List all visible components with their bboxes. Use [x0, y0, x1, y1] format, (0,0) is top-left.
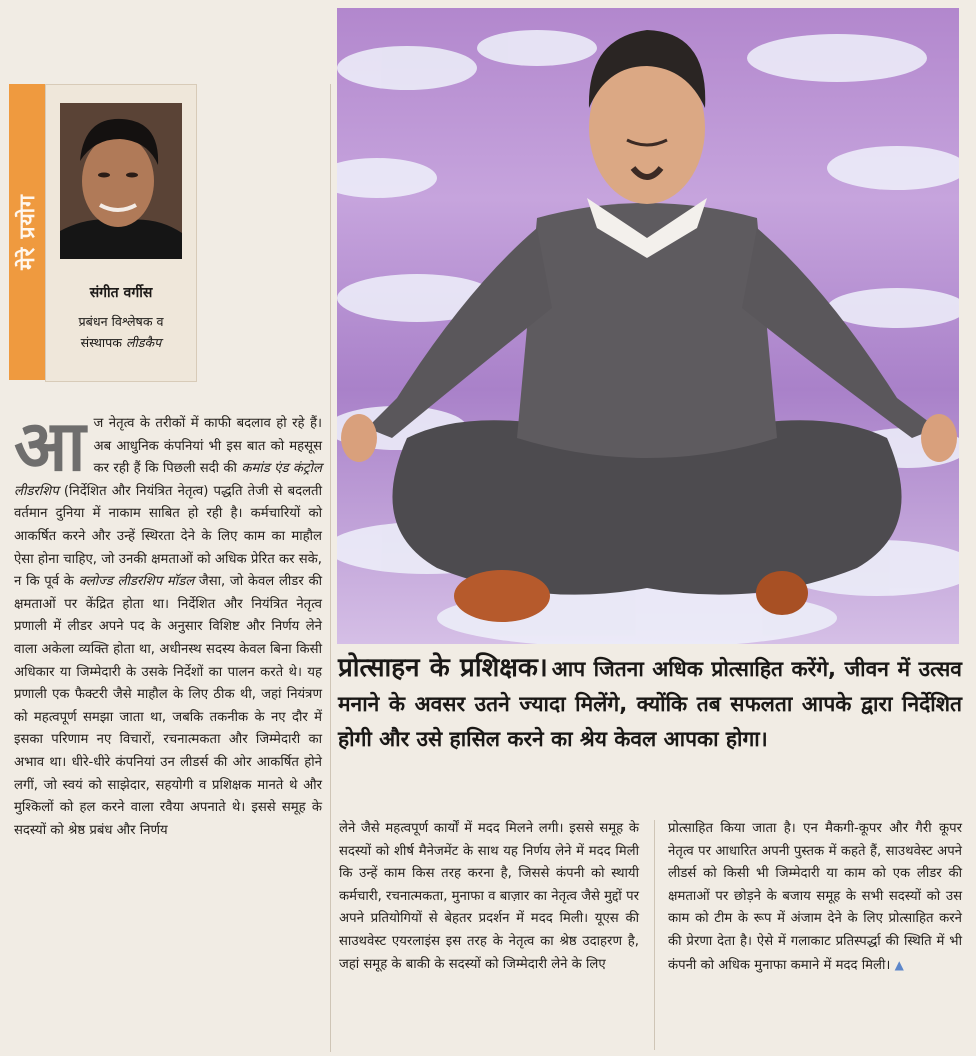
article-column-2 [339, 818, 639, 976]
company-name: लीडकैप [125, 335, 162, 350]
caption-title: प्रोत्साहन के प्रशिक्षक। [338, 653, 548, 683]
columnist-box [45, 84, 197, 382]
column-divider [654, 820, 655, 1050]
article-text: प्रोत्साहित किया जाता है। एन मैकगी-कूपर और गैरी कूपर नेतृत्व पर आधारित अपनी पुस्तक में कहते हैं, साउथवेस्ट अपने लीडर्स को किसी भी जिम्मेदारी या काम को एक लीडर की क्षमताओं पर छोड़ने के बजाय समूह के सभी सदस्यों को उस काम को टीम के रूप में अंजाम देने के लिए प्रोत्साहित करने की प्रेरणा देता है। ऐसे में गलाकाट प्रतिस्पर्द्धा की स्थिति में भी कंपनी को अधिक मुनाफा कमाने में मदद मिली। [668, 821, 962, 973]
meditation-photo [337, 8, 959, 644]
drop-cap: आ [14, 405, 86, 487]
section-tab [9, 84, 45, 380]
section-label: मेरे प्रयोग [15, 194, 40, 270]
photo-caption [338, 651, 962, 757]
article-text: (निर्देशित और नियंत्रित नेतृत्व) पद्धति तेजी से बदलती वर्तमान दुनिया में नाकाम साबित हो रही है। कर्मचारियों को आकर्षित करने और उन्हें स्थिरता देने के लिए काम का माहौल ऐसा होना चाहिए, जो उनकी क्षमताओं को अधिक प्रेरित कर सके, न कि पूर्व के [14, 483, 322, 590]
column-divider [330, 84, 331, 1052]
article-italic-term: कमांड एंड कंट्रोल लीडरशिप [14, 461, 322, 499]
article-text: ज नेतृत्व के तरीकों में काफी बदलाव हो रहे हैं। अब आधुनिक कंपनियां भी इस बात को महसूस कर रही हैं कि पिछली सदी की [93, 416, 322, 477]
end-mark-icon: ▲ [894, 957, 904, 972]
caption-body: आप जितना अधिक प्रोत्साहित करेंगे, जीवन में उत्सव मनाने के अवसर उतने ज्यादा मिलेंगे, क्योंकि तब सफलता आपके द्वारा निर्देशित होगी और उसे हासिल करने का श्रेय केवल आपका होगा। [338, 657, 962, 751]
article-column-1 [14, 405, 322, 842]
article-italic-term: क्लोज्ड लीडरशिप मॉडल [78, 574, 195, 590]
columnist-role-line2: संस्थापक [80, 335, 126, 350]
article-text: लेने जैसे महत्वपूर्ण कार्यों में मदद मिलने लगी। इससे समूह के सदस्यों को शीर्ष मैनेजमेंट के साथ यह निर्णय लेने में मदद मिली कि उन्हें काम किस तरह करना है, जिससे कंपनी को स्थायी कर्मचारी, रचनात्मकता, मुनाफा व बाज़ार का नेतृत्व जैसे मुद्दों पर अपने प्रतियोगियों से बेहतर प्रदर्शन में मदद मिली। यूएस की साउथवेस्ट एयरलाइंस इस तरह के नेतृत्व का श्रेष्ठ उदाहरण है, जहां समूह के बाकी के सदस्यों को जिम्मेदारी लेने के लिए [339, 821, 639, 972]
article-column-3 [668, 818, 962, 977]
columnist-name: संगीत वर्गीस [89, 285, 153, 301]
columnist-photo [60, 103, 182, 259]
article-text: जैसा, जो केवल लीडर की क्षमताओं पर केंद्रित होता था। निर्देशित और नियंत्रित नेतृत्व प्रणाली में लीडर अपने पद के अनुसार विशिष्ट और निर्णय लेने वाला अकेला व्यक्ति होता था, अधीनस्थ सदस्य केवल बिना किसी अधिकार या जिम्मेदारी के उसके निर्देशों का पालन करते थे। यह प्रणाली एक फैक्टरी जैसे माहौल के लिए ठीक थी, जहां नियंत्रण को महत्वपूर्ण समझा जाता था, जबकि तकनीक के नए दौर में इसका परिणाम नए विचारों, रचनात्मकता और जिम्मेदारी का अभाव था। धीरे-धीरे कंपनियां उन लीडर्स की ओर आकर्षित होने लगीं, जो स्वयं को साझेदार, सहयोगी व प्रशिक्षक मानते थे और मुश्किलों को हल करने वाला रवैया अपनाते थे। इससे समूह के सदस्यों को श्रेष्ठ प्रबंध और निर्णय [14, 574, 322, 838]
columnist-role [56, 311, 186, 353]
columnist-role-line1: प्रबंधन विश्लेषक व [78, 314, 164, 329]
